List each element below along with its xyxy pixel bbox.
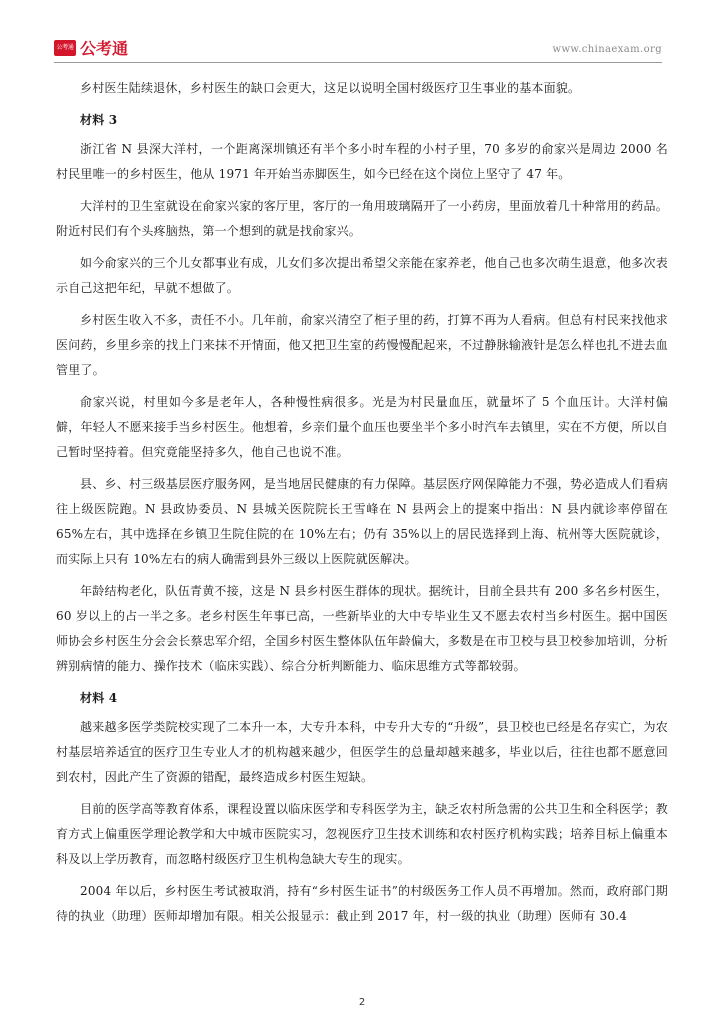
page-number: 2	[358, 997, 366, 1008]
section-heading-material-4: 材料 4	[80, 691, 118, 705]
paragraph: 越来越多医学类院校实现了二本升一本，大专升本科，中专升大专的“升级”，县卫校也已经是名存实亡，为农村基层培养适宜的医疗卫生专业人才的机构越来越少，但医学生的总量却越来越多，毕业以后，往往也都不愿意回到农村，因此产生了资源的错配，最终造成乡村医生短缺。	[56, 720, 668, 784]
logo-badge-icon: 公考通	[54, 40, 76, 56]
paragraph: 乡村医生陆续退休，乡村医生的缺口会更大，这足以说明全国村级医疗卫生事业的基本面貌。	[80, 81, 581, 95]
paragraph: 如今俞家兴的三个儿女都事业有成，儿女们多次提出希望父亲能在家养老，他自己也多次萌生退意，他多次表示自己这把年纪，早就不想做了。	[56, 256, 668, 295]
page-header	[54, 34, 662, 63]
paragraph: 乡村医生收入不多，责任不小。几年前，俞家兴清空了柜子里的药，打算不再为人看病。但总有村民来找他求医问药，乡里乡亲的找上门来抹不开情面，他又把卫生室的药慢慢配起来，不过静脉输液针是怎么样也扎不进去血管里了。	[56, 313, 668, 377]
section-heading-material-3: 材料 3	[80, 113, 118, 127]
paragraph: 县、乡、村三级基层医疗服务网，是当地居民健康的有力保障。基层医疗网保障能力不强，势必造成人们看病往上级医院跑。N 县政协委员、N 县城关医院院长王雪峰在 N 县两会上的提案中指出：N 县内就诊率停留在 65%左右，其中选择在乡镇卫生院住院的在 10%左右；仍有 35%以上的居民选择到上海、杭州等大医院就诊，而实际上只有 10%左右的病人确需到县外三级以上医院就医解决。	[56, 477, 668, 566]
document-body	[56, 76, 668, 936]
paragraph: 俞家兴说，村里如今多是老年人，各种慢性病很多。光是为村民量血压，就量坏了 5 个血压计。大洋村偏僻，年轻人不愿来接手当乡村医生。他想着，乡亲们量个血压也要坐半个多小时汽车去镇里，实在不方便，所以自己暂时坚持着。但究竟能坚持多久，他自己也说不准。	[56, 395, 668, 459]
paragraph: 大洋村的卫生室就设在俞家兴家的客厅里，客厅的一角用玻璃隔开了一小药房，里面放着几十种常用的药品。附近村民们有个头疼脑热，第一个想到的就是找俞家兴。	[56, 199, 668, 238]
site-url[interactable]: www.chinaexam.org	[552, 44, 662, 55]
paragraph: 目前的医学高等教育体系，课程设置以临床医学和专科医学为主，缺乏农村所急需的公共卫生和全科医学；教育方式上偏重医学理论教学和大中城市医院实习，忽视医疗卫生技术训练和农村医疗机构实践；培养目标上偏重本科及以上学历教育，而忽略村级医疗卫生机构急缺大专生的现实。	[56, 802, 668, 866]
paragraph: 浙江省 N 县深大洋村，一个距离深圳镇还有半个多小时车程的小村子里，70 多岁的俞家兴是周边 2000 名村民里唯一的乡村医生，他从 1971 年开始当赤脚医生，如今已经在这个岗位上坚守了 47 年。	[56, 142, 669, 181]
paragraph: 年龄结构老化，队伍青黄不接，这是 N 县乡村医生群体的现状。据统计，目前全县共有 200 多名乡村医生，60 岁以上的占一半之多。老乡村医生年事已高，一些新毕业的大中专毕业生又不愿去农村当乡村医生。据中国医师协会乡村医生分会会长蔡忠军介绍，全国乡村医生整体队伍年龄偏大，多数是在市卫校与县卫校参加培训，分析辨别病情的能力、操作技术（临床实践）、综合分析判断能力、临床思维方式等都较弱。	[56, 584, 668, 673]
logo[interactable]	[54, 36, 128, 59]
paragraph: 2004 年以后，乡村医生考试被取消，持有“乡村医生证书”的村级医务工作人员不再增加。然而，政府部门期待的执业（助理）医师却增加有限。相关公报显示：截止到 2017 年，村一级的执业（助理）医师有 30.4	[56, 884, 668, 923]
logo-text: 公考通	[80, 39, 129, 58]
